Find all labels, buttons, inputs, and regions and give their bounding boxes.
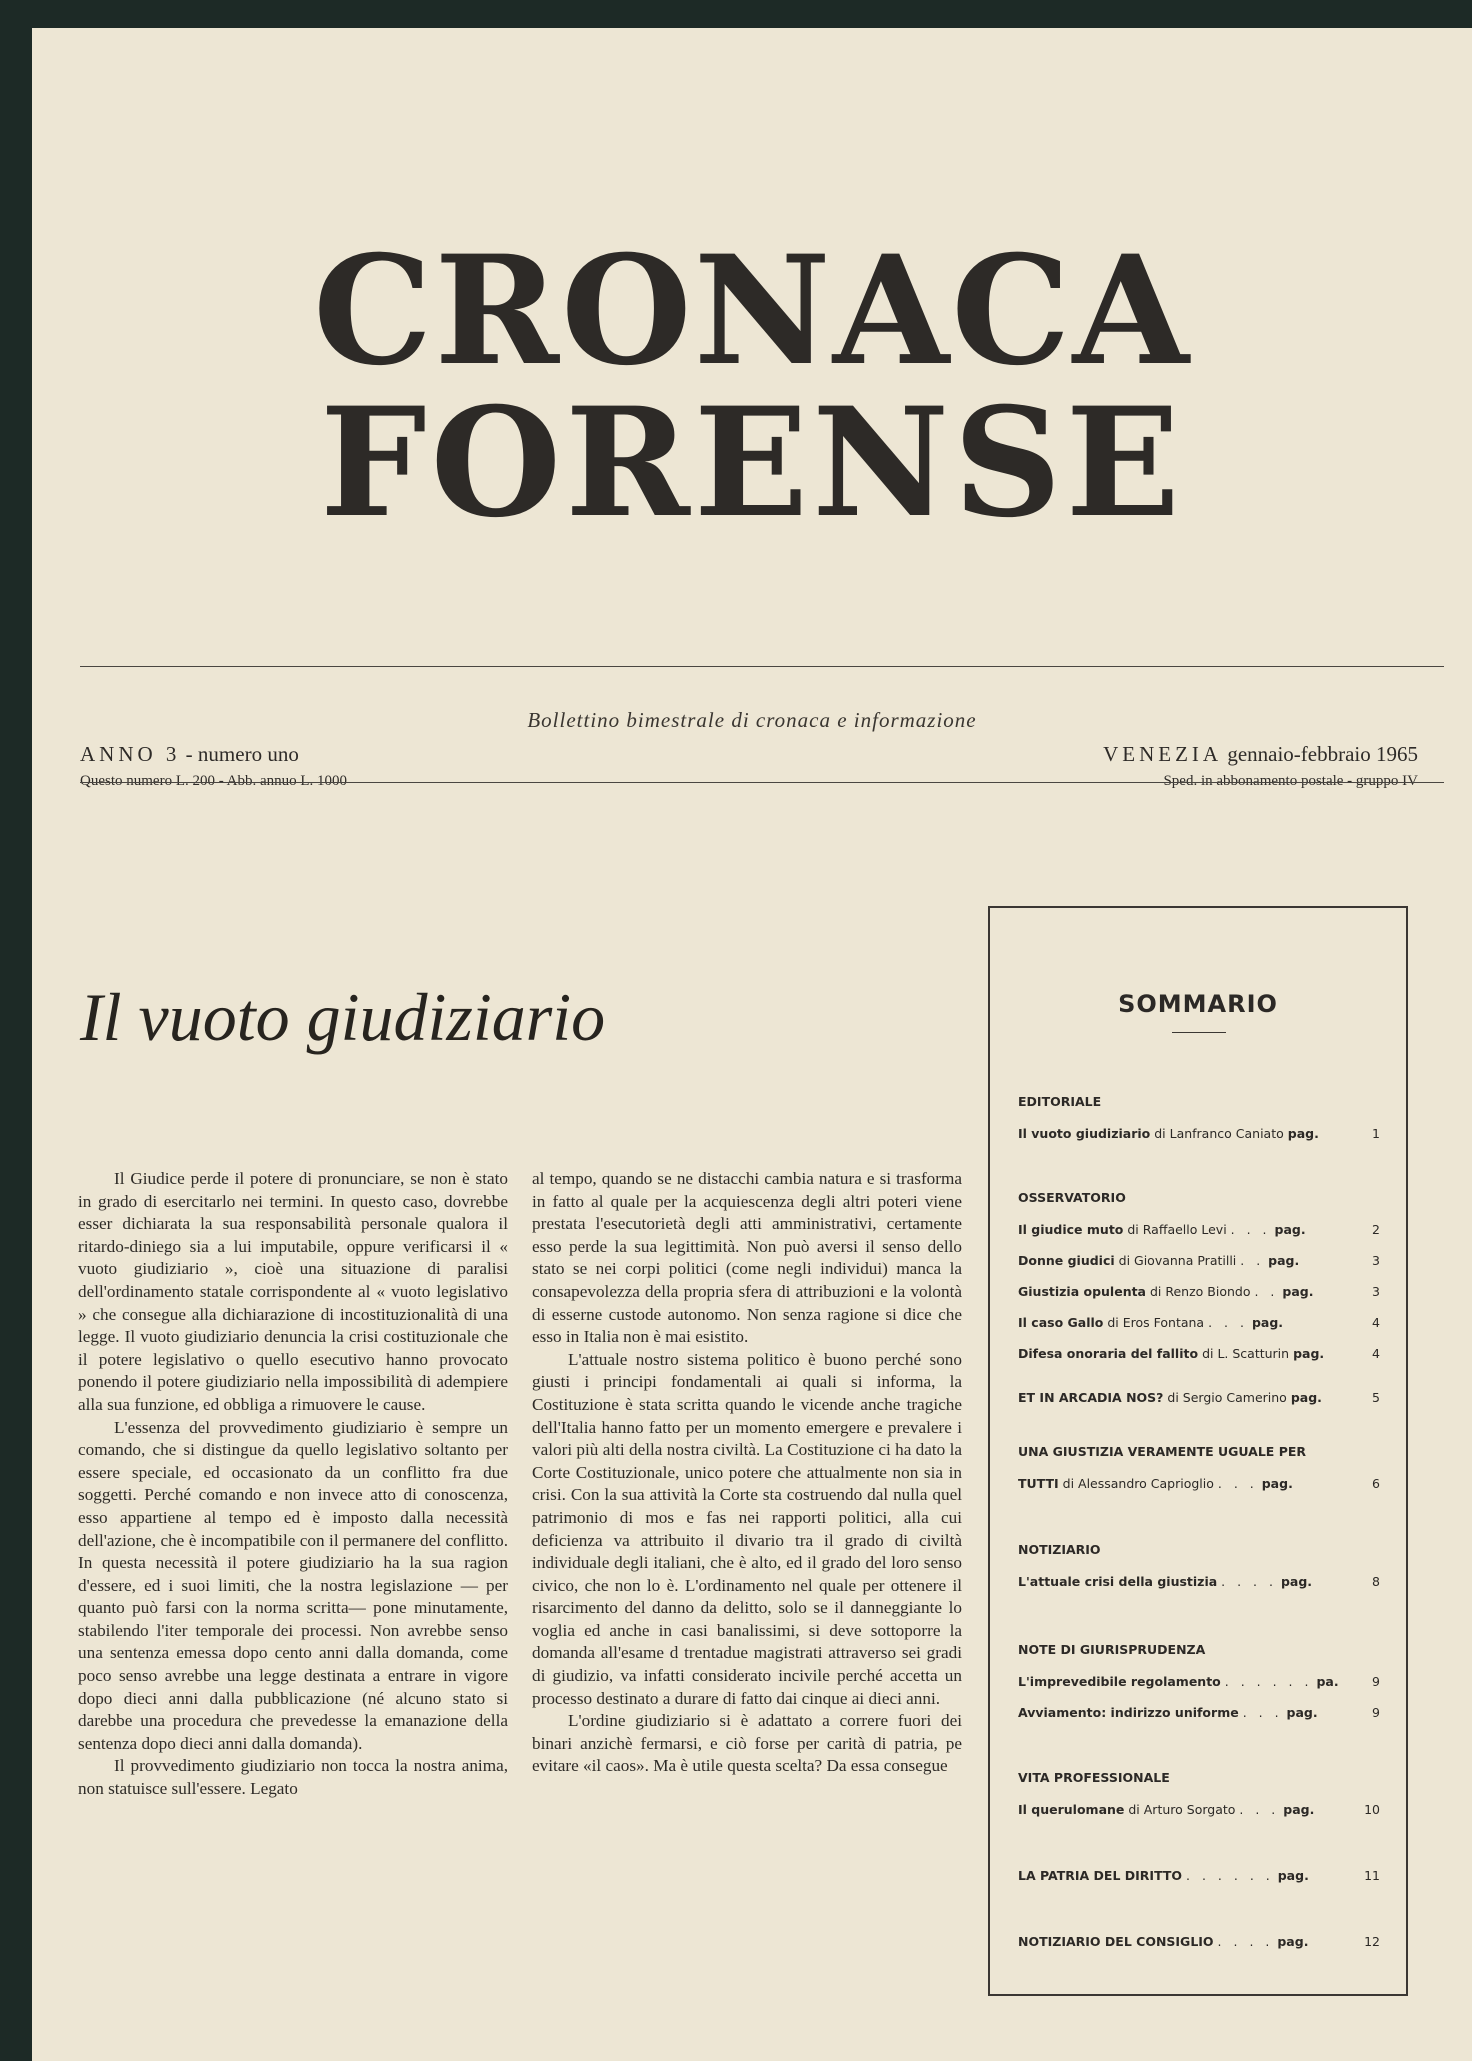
top-rule xyxy=(80,666,1444,667)
article-title: Il vuoto giudiziario xyxy=(80,979,606,1055)
section-vita-professionale: VITA PROFESSIONALE xyxy=(1018,1770,1170,1785)
summary-heading: SOMMARIO xyxy=(1118,990,1278,1018)
bottom-rule xyxy=(80,782,1444,783)
toc-entry[interactable]: Il caso Gallo di Eros Fontana . . . pag. 4 xyxy=(1018,1315,1380,1330)
paragraph: L'essenza del provvedimento giudiziario è sempre un comando, che si distingue da quello legislativo soltanto per essere speciale, ed occasionato da un conflitto fra due soggetti. Perché comando e non invece atto di conoscenza, esso appartiene al tempo ed è imposto dalla necessità dell'azione, che è incompatibile con il permanere del conflitto. In questa necessità il potere giudiziario ha la sua ragion d'essere, ed i suoi limiti, che la nostra legislazione — per quanto può farsi con la norma scritta— pone minutamente, stabilendo l'iter temporale dei processi. Non avrebbe senso una sentenza emessa dopo cento anni dalla domanda, come poco senso avrebbe una legge destinata a entrare in vigore dopo dieci anni dalla pubblicazione (né alcuno stato si darebbe una procedura che prevedesse la emanazione della sentenza dopo dieci anni dalla domanda). xyxy=(78,1417,508,1753)
section-editoriale: EDITORIALE xyxy=(1018,1094,1102,1109)
section-note-giurisprudenza: NOTE DI GIURISPRUDENZA xyxy=(1018,1642,1206,1657)
masthead-line-2: FORENSE xyxy=(320,375,1184,551)
newspaper-page xyxy=(32,28,1472,2061)
section-notiziario: NOTIZIARIO xyxy=(1018,1542,1101,1557)
section-una-giustizia: UNA GIUSTIZIA VERAMENTE UGUALE PER xyxy=(1018,1444,1307,1459)
toc-entry[interactable]: Il querulomane di Arturo Sorgato . . . pag. 10 xyxy=(1018,1802,1380,1817)
paragraph: al tempo, quando se ne distacchi cambia natura e si trasforma in fatto al quale per la acquiescenza degli altri poteri viene prestata l'esecutorietà degli atti amministrativi, certamente esso perde la sua legittimità. Non può aversi il senso dello stato se nei corpi politici (come negli individui) manca la consapevolezza della propria sfera di attribuzioni e la volontà di esserne custode autonomo. Non senza ragione si dice che esso in Italia non è mai esistito. xyxy=(532,1169,962,1347)
paragraph: L'ordine giudiziario si è adattato a correre fuori dei binari anzichè fermarsi, e ciò forse per carità di patria, pe evitare «il caos». Ma è utile questa scelta? Da essa consegue xyxy=(532,1711,962,1776)
toc-entry[interactable]: Avviamento: indirizzo uniforme . . . pag. 9 xyxy=(1018,1705,1380,1720)
summary-heading-underline xyxy=(1172,1032,1226,1033)
toc-entry[interactable]: LA PATRIA DEL DIRITTO . . . . . . pag. 11 xyxy=(1018,1868,1380,1883)
toc-entry[interactable]: L'attuale crisi della giustizia . . . . pag. 8 xyxy=(1018,1574,1380,1589)
toc-entry[interactable]: L'imprevedibile regolamento . . . . . . pa. 9 xyxy=(1018,1674,1380,1689)
toc-entry[interactable]: Il giudice muto di Raffaello Levi . . . pag. 2 xyxy=(1018,1222,1380,1237)
city: VENEZIA xyxy=(1103,742,1223,766)
toc-entry[interactable]: TUTTI di Alessandro Caprioglio . . . pag. 6 xyxy=(1018,1476,1380,1491)
issue-date: gennaio-febbraio 1965 xyxy=(1227,742,1418,766)
price-line: Questo numero L. 200 - Abb. annuo L. 1000 xyxy=(80,773,348,789)
paragraph: L'attuale nostro sistema politico è buono perché sono giusti i principi fondamentali ai quali si informa, la Costituzione è stata scritta quando le vicende anche tragiche dell'Italia hanno fatto per un momento emergere e prevalere i valori più alti della nostra civiltà. La Costituzione ci ha dato la Corte Costituzionale, unico potere che attualmente non sia in crisi. Con la sua attività la Corte sta costruendo dal nulla quel patrimonio di mos e fas nei rapporti politici, alla cui deficienza va attribuito il divario tra il grado di civiltà individuale degli italiani, che è alto, ed il grado del loro senso civico, che non lo è. L'ordinamento nel quale per ottenere il risarcimento del danno da delitto, solo se il danneggiante lo voglia ed anche in casi banalissimi, si deve sottoporre la domanda all'esame d trentadue magistrati attraverso sei gradi di giudizio, va infatti considerato incivile perché accetta un processo destinato a durare di fatto dai cinque ai dieci anni. xyxy=(532,1349,962,1708)
masthead-line-1: CRONACA xyxy=(313,223,1191,399)
summary-box xyxy=(988,906,1408,1996)
toc-entry[interactable]: ET IN ARCADIA NOS? di Sergio Camerino pag. 5 xyxy=(1018,1390,1380,1405)
year-label: ANNO 3 xyxy=(80,742,181,766)
issue-number: - numero uno xyxy=(185,742,299,766)
tagline: Bollettino bimestrale di cronaca e informazione xyxy=(527,708,977,732)
article-column-1 xyxy=(78,1168,508,1801)
toc-entry[interactable]: Giustizia opulenta di Renzo Biondo . . pag. 3 xyxy=(1018,1284,1380,1299)
toc-entry[interactable]: Difesa onoraria del fallito di L. Scatturin pag. 4 xyxy=(1018,1346,1380,1361)
toc-entry[interactable]: Il vuoto giudiziario di Lanfranco Caniato pag. 1 xyxy=(1018,1126,1380,1141)
paragraph: Il provvedimento giudiziario non tocca la nostra anima, non statuisce sull'essere. Legato xyxy=(78,1756,508,1799)
section-osservatorio: OSSERVATORIO xyxy=(1018,1190,1126,1205)
toc-entry[interactable]: NOTIZIARIO DEL CONSIGLIO . . . . pag. 12 xyxy=(1018,1934,1380,1949)
article-column-2 xyxy=(532,1168,962,1778)
paragraph: Il Giudice perde il potere di pronunciare, se non è stato in grado di esercitarlo nei termini. In questo caso, dovrebbe esser dichiarata la sua responsabilità personale qualora il ritardo-diniego sia a lui imputabile, oppure verificarsi il « vuoto giudiziario », cioè una situazione di paralisi dell'ordinamento statale corrispondente al « vuoto legislativo » che consegue alla dichiarazione di incostituzionalità di una legge. Il vuoto giudiziario denuncia la crisi costituzionale che il potere legislativo o quello esecutivo hanno provocato ponendo il potere giudiziario nella impossibilità di adempiere alla sua funzione, ed obbliga a rimuovere le cause. xyxy=(78,1169,508,1414)
postal-line: Sped. in abbonamento postale - gruppo IV xyxy=(1163,773,1418,789)
toc-entry[interactable]: Donne giudici di Giovanna Pratilli . . pag. 3 xyxy=(1018,1253,1380,1268)
